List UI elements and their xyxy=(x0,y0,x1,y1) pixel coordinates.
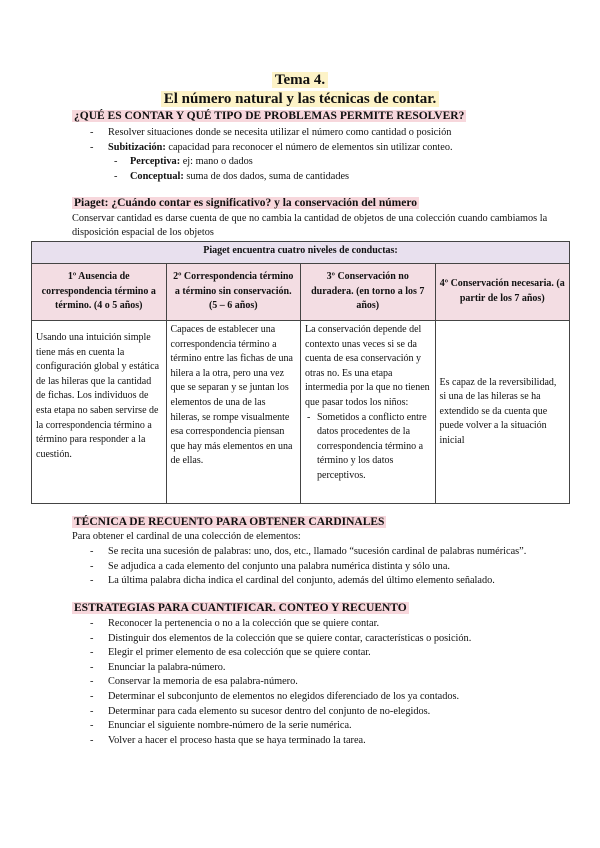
list-item: - Subitización: capacidad para reconocer el número de elementos sin utilizar conteo. xyxy=(72,141,453,156)
section3-list xyxy=(72,545,526,589)
table-header-level2: 2º Correspondencia término a término sin conservación. (5 – 6 años) xyxy=(166,264,301,321)
section3-heading: TÉCNICA DE RECUENTO PARA OBTENER CARDINALES xyxy=(74,516,385,528)
list-item: - Elegir el primer elemento de esa colección que se quiere contar. xyxy=(72,646,471,661)
levels-table xyxy=(31,241,570,504)
table-cell-level3: La conservación depende del contexto unas veces si se da cuenta de esa conservación y otras no. Es una etapa intermedia por la que no tienen que pasar todos los niños: - Sometidos a conflicto entre datos procedentes de la correspondencia término a término y los datos perceptivos. xyxy=(301,321,436,504)
table-cell-level2: Capaces de establecer una correspondencia término a término entre las fichas de una hilera a la otra, pero una vez que se separan y se juntan los elementos de una de las hileras, se rompe visualmente esa correspondencia piensan que hay más elementos en una de ellas. xyxy=(166,321,301,504)
list-item: - Enunciar el siguiente nombre-número de la serie numérica. xyxy=(72,719,471,734)
list-item: - Volver a hacer el proceso hasta que se haya terminado la tarea. xyxy=(72,734,471,749)
list-item: - Resolver situaciones donde se necesita utilizar el número como cantidad o posición xyxy=(72,126,453,141)
table-header-level1: 1º Ausencia de correspondencia término a término. (4 o 5 años) xyxy=(32,264,167,321)
list-item: - La última palabra dicha indica el cardinal del conjunto, además del último elemento señalado. xyxy=(72,574,526,589)
section4-list xyxy=(72,617,471,748)
list-item: - Determinar para cada elemento su sucesor dentro del conjunto de no-elegidos. xyxy=(72,705,471,720)
section2-heading: Piaget: ¿Cuándo contar es significativo? y la conservación del número xyxy=(74,197,417,209)
table-header-level4: 4º Conservación necesaria. (a partir de los 7 años) xyxy=(435,264,570,321)
section3-intro: Para obtener el cardinal de una colección de elementos: xyxy=(72,531,301,542)
section1-heading: ¿QUÉ ES CONTAR Y QUÉ TIPO DE PROBLEMAS PERMITE RESOLVER? xyxy=(74,110,465,122)
table-cell-level4: Es capaz de la reversibilidad, si una de las hileras se ha extendido se da cuenta que puede volver a la situación inicial xyxy=(435,321,570,504)
list-item: - Se recita una sucesión de palabras: uno, dos, etc., llamado “sucesión cardinal de palabras numéricas”. xyxy=(72,545,526,560)
list-item: - Perceptiva: ej: mano o dados xyxy=(72,155,453,170)
list-item: - Conservar la memoria de esa palabra-número. xyxy=(72,675,471,690)
table-header-level3: 3º Conservación no duradera. (en torno a los 7 años) xyxy=(301,264,436,321)
section4-heading: ESTRATEGIAS PARA CUANTIFICAR. CONTEO Y RECUENTO xyxy=(74,602,407,614)
doc-title-line1: Tema 4. xyxy=(0,72,600,89)
list-item: - Conceptual: suma de dos dados, suma de cantidades xyxy=(72,170,453,185)
list-item: - Determinar el subconjunto de elementos no elegidos diferenciado de los ya contados. xyxy=(72,690,471,705)
table-caption: Piaget encuentra cuatro niveles de conductas: xyxy=(32,242,570,264)
table-cell-level1: Usando una intuición simple tiene más en cuenta la configuración global y estática de las hileras que la cantidad de fichas. Los individuos de esta etapa no saben servirse de la correspondencia término a término para responder a la cuestión. xyxy=(32,321,167,504)
section2-paragraph: Conservar cantidad es darse cuenta de que no cambia la cantidad de objetos de una colección cuando cambiamos la disposición espacial de los objetos xyxy=(72,213,548,239)
list-item: - Se adjudica a cada elemento del conjunto una palabra numérica distinta y sólo una. xyxy=(72,560,526,575)
list-item: - Reconocer la pertenencia o no a la colección que se quiere contar. xyxy=(72,617,471,632)
section1-list xyxy=(72,126,453,184)
doc-title-line2: El número natural y las técnicas de contar. xyxy=(0,91,600,108)
list-item: - Enunciar la palabra-número. xyxy=(72,661,471,676)
list-item: - Distinguir dos elementos de la colección que se quiere contar, características o posición. xyxy=(72,632,471,647)
